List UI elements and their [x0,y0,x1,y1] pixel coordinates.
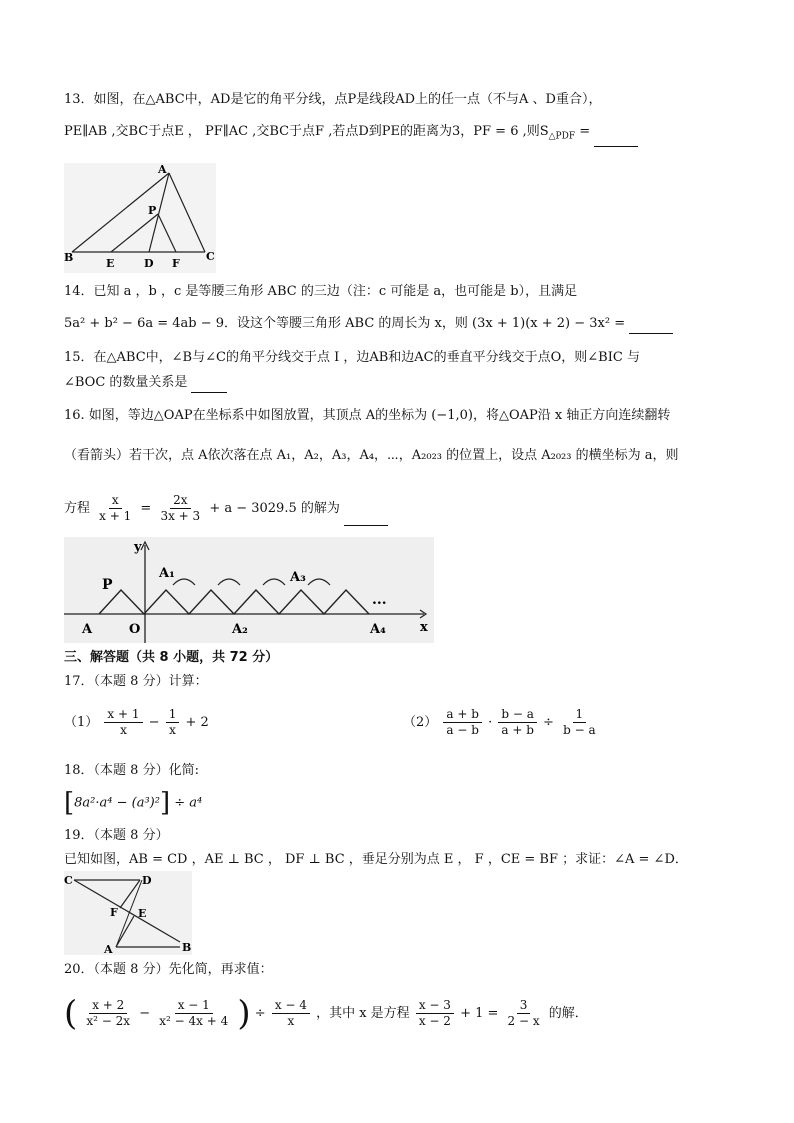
q17-p1-tail: + 2 [185,715,209,730]
q20-f1-num: x + 2 [89,998,127,1014]
q20-f5-den: 2 − x [507,1014,540,1028]
q20-fraction-5 [505,998,543,1029]
q17-p2-f2-num: b − a [498,707,537,723]
q19-label-C: C [64,874,73,887]
q16-figure [64,537,434,643]
q13-line1: 13．如图，在△ABC中，AD是它的角平分线，点P是线段AD上的任一点（不与A 、D重合）， [64,92,602,107]
q20-right-paren: ) [237,993,251,1034]
q17-part2 [403,705,734,741]
q16-fraction-2 [157,493,203,524]
q17-p2-f2-den: a + b [501,723,534,737]
q16-label-A3: A₃ [290,570,306,585]
q17-title: 17．（本题 8 分）计算： [64,674,208,689]
q19-title: 19．（本题 8 分） [64,828,169,843]
q16-fraction-1 [96,493,134,524]
q18-expr-tail: ÷ a⁴ [174,795,203,811]
q13-label-C: C [206,250,215,263]
q17-p2-fraction-3 [560,707,599,738]
q20-f1-den: x² − 2x [86,1014,131,1028]
q14-answer-blank [629,319,673,334]
q20-f2-den: x² − 4x + 4 [159,1014,229,1028]
q20-f2-num: x − 1 [175,998,213,1014]
q20-op3: + 1 = [460,1006,499,1021]
q20-f4-den: x − 2 [418,1014,451,1028]
q17-p2-f1-num: a + b [443,707,482,723]
q17-p1-fraction-1 [104,707,142,738]
q13-label-P: P [148,204,157,217]
q16-label-O: O [129,622,141,637]
q17-p1-op: − [148,715,160,730]
q13-label-D: D [144,257,154,270]
q19-figure [64,871,192,955]
q20-expression [64,994,734,1034]
q16-line3-pre: 方程 [64,501,91,516]
q16-frac1-numerator: x [109,493,122,509]
q16-label-y: y [134,540,142,555]
q17-p1-f2-num: 1 [166,707,180,723]
q17-p2-f1-den: a − b [446,723,479,737]
q16-label-A4: A₄ [370,622,386,637]
q15-line2 [64,373,734,393]
q18-expression [64,788,734,819]
q18-left-bracket: [ [64,788,75,818]
q14-line1: 14．已知 a ，b ，c 是等腰三角形 ABC 的三边（注：c 可能是 a，也可能是 b），且满足 [64,284,578,299]
q20-title: 20．（本题 8 分）先化简，再求值： [64,962,273,977]
q18-right-bracket: ] [159,788,171,818]
q13-label-E: E [106,257,115,270]
q16-label-A: A [82,622,93,637]
q16-label-A2: A₂ [232,622,248,637]
q16-line3-post: + a − 3029.5 的解为 [209,501,340,516]
q20-fraction-1 [83,998,133,1029]
q16-answer-blank [344,511,388,526]
q17-p1-f2-den: x [169,723,176,737]
q15-line2-text: ∠BOC 的数量关系是 [64,375,188,390]
q18-title: 18．（本题 8 分）化简: [64,763,199,778]
q16-frac2-denominator: 3x + 3 [160,509,201,523]
q19-label-F: F [110,906,118,919]
q16-line2: （看箭头）若干次，点 A依次落在点 A₁，A₂，A₃，A₄，⋯，A₂₀₂₃ 的位置上，设点 A₂₀₂₃ 的横坐标为 a，则 [64,448,679,463]
q13-label-F: F [172,257,180,270]
q13-line2 [64,122,734,147]
q16-label-P: P [102,577,113,593]
q15-line1: 15．在△ABC中，∠B与∠C的角平分线交于点 I ，边AB和边AC的垂直平分线交于点O，则∠BIC 与 [64,350,640,365]
q17-p1-f1-den: x [120,723,127,737]
q16-frac1-denominator: x + 1 [99,509,132,523]
q17-p2-f3-num: 1 [573,707,587,723]
q13-line2-end: = [575,124,591,139]
q13-area-subscript: △PDF [548,131,576,142]
q16-line3 [64,492,734,526]
q13-line2-text: PE∥AB ,交BC于点E ， PF∥AC ,交BC于点F ,若点D到PE的距离为3，PF = 6 ,则S [64,124,549,139]
q16-line1: 16. 如图，等边△OAP在坐标系中如图放置，其顶点 A的坐标为 (−1,0)，将△OAP沿 x 轴正方向连续翻转 [64,408,671,423]
q20-end-text: 的解． [548,1006,588,1021]
q20-f4-num: x − 3 [416,998,454,1014]
q20-mid-text: ，其中 x 是方程 [316,1006,410,1021]
q20-fraction-2 [156,998,231,1029]
q16-label-x: x [420,620,428,635]
q14-line2-text: 5a² + b² − 6a = 4ab − 9．设这个等腰三角形 ABC 的周长为 x，则 (3x + 1)(x + 2) − 3x² = [64,316,626,331]
q17-p2-fraction-2 [498,707,537,738]
q16-label-ellipsis: ... [372,592,387,608]
q20-op1: − [139,1006,151,1021]
q16-label-A1: A₁ [159,566,175,581]
q17-p2-f3-den: b − a [563,723,596,737]
q15-answer-blank [191,378,227,393]
q17-p1-fraction-2 [166,707,180,738]
q19-label-E: E [138,907,147,920]
q20-f3-den: x [287,1014,295,1028]
q13-label-B: B [64,251,74,264]
q17-p2-fraction-1 [443,707,482,738]
q20-fraction-3 [272,998,310,1029]
q17-p2-label: （2） [403,715,438,730]
q16-frac2-numerator: 2x [170,493,190,509]
q19-label-B: B [182,941,192,954]
q16-equals: = [140,501,152,516]
q17-p2-op2: ÷ [543,715,554,730]
q19-label-D: D [142,874,152,887]
q17-p2-op1: · [488,715,493,730]
q13-figure [64,163,216,273]
q19-body: 已知如图，AB = CD ，AE ⊥ BC ， DF ⊥ BC ，垂足分别为点 E ， F ，CE = BF ；求证：∠A = ∠D． [64,852,688,867]
q20-f5-num: 3 [517,998,531,1014]
q20-op2: ÷ [254,1006,266,1021]
q20-f3-num: x − 4 [272,998,310,1014]
q13-answer-blank [594,132,638,147]
q19-label-A: A [104,943,113,955]
q20-left-paren: ( [64,993,78,1034]
q17-p1-label: （1） [64,715,99,730]
q14-line2 [64,314,734,334]
q20-fraction-4 [416,998,454,1029]
section3-title: 三、解答题（共 8 小题，共 72 分） [64,650,279,665]
q13-label-A: A [158,163,167,176]
q18-expr-inner: 8a²·a⁴ − (a³)² [74,795,160,811]
q17-p1-f1-num: x + 1 [104,707,142,723]
